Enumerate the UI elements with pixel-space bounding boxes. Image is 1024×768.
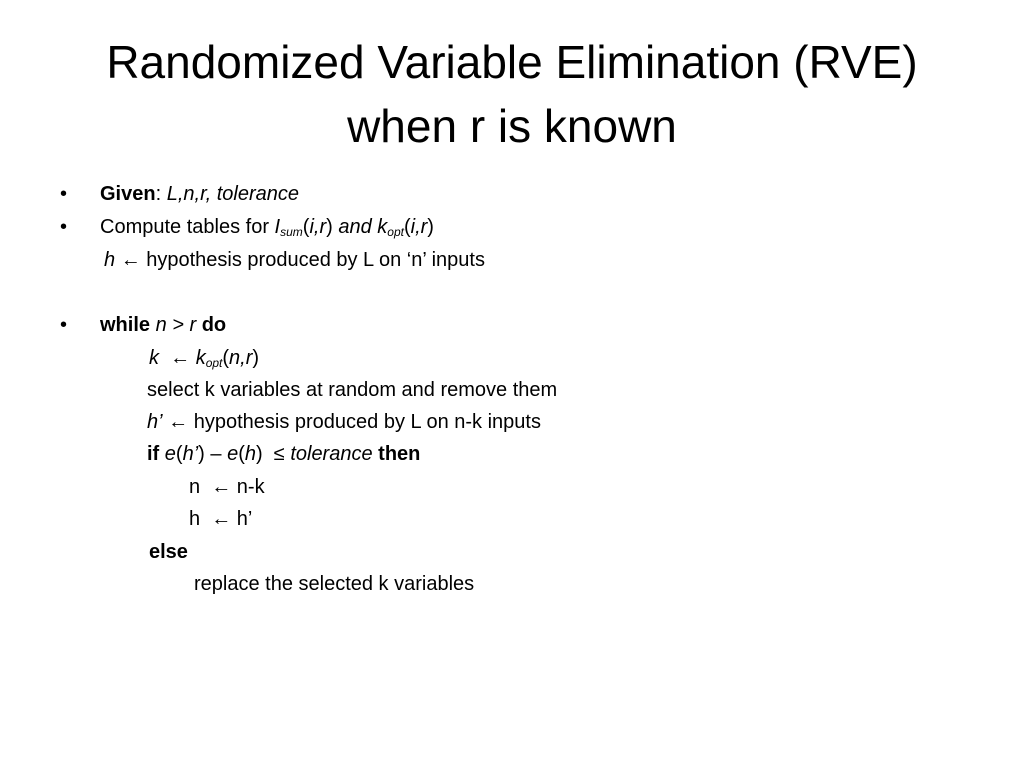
while-condition: n > r	[155, 314, 197, 336]
isum-subscript: sum	[280, 225, 303, 239]
if-line: if e(h’) – e(h) ≤ tolerance then	[147, 443, 421, 465]
cond-e1: e	[164, 443, 176, 465]
h-init-text: hypothesis produced by L on ‘n’ inputs	[140, 249, 485, 271]
k-assign-var: k	[149, 347, 159, 369]
h-init-line	[104, 247, 485, 273]
if-keyword: if	[147, 443, 160, 465]
then-keyword: then	[378, 443, 421, 465]
cond-h2: h	[244, 443, 256, 465]
k-assign-open: (	[222, 347, 230, 369]
hprime-line	[147, 409, 541, 435]
hprime-var: h’	[147, 411, 163, 433]
given-params: L,n,r, tolerance	[166, 183, 300, 205]
hprime-text: hypothesis produced by L on n-k inputs	[188, 411, 541, 433]
kopt-open: (	[403, 216, 411, 238]
else-keyword: else	[149, 541, 188, 563]
cond-le-tolerance: ≤ tolerance	[273, 443, 373, 465]
do-keyword: do	[201, 314, 227, 336]
bullet-marker-while: •	[60, 314, 68, 336]
given-line	[100, 181, 299, 207]
given-colon: :	[155, 183, 162, 205]
kopt-symbol: k	[377, 216, 388, 238]
isum-close: )	[326, 216, 333, 238]
and-word: and	[332, 216, 378, 238]
cond-h1: h’	[182, 443, 199, 465]
select-line: select k variables at random and remove them	[147, 379, 558, 401]
bullet-marker-compute: •	[60, 216, 68, 238]
compute-text: Compute tables for	[100, 216, 275, 238]
bullet-marker-given: •	[60, 183, 68, 205]
while-line	[100, 312, 226, 338]
hprime-arrow: ←	[168, 411, 189, 433]
h-assign-line: h ← h’	[189, 508, 253, 530]
cond-e2: e	[227, 443, 239, 465]
isum-open: (	[302, 216, 310, 238]
h-init-var: h	[104, 249, 116, 271]
while-keyword: while	[100, 314, 151, 336]
k-assign-line	[149, 345, 259, 371]
h-init-arrow: ←	[120, 249, 141, 271]
kopt-args: i,r	[410, 216, 428, 238]
kopt-subscript: opt	[387, 225, 404, 239]
slide-title	[0, 30, 1024, 158]
k-assign-arrow: ←	[170, 347, 191, 369]
title-line-1: Randomized Variable Elimination (RVE)	[106, 36, 918, 88]
k-assign-args: n,r	[229, 347, 253, 369]
k-assign-subscript: opt	[205, 356, 223, 370]
k-assign-close: )	[252, 347, 260, 369]
kopt-close: )	[427, 216, 434, 238]
compute-line	[100, 214, 434, 240]
isum-args: i,r	[309, 216, 327, 238]
given-label: Given	[100, 183, 156, 205]
replace-line: replace the selected k variables	[194, 573, 475, 595]
isum-symbol: I	[274, 216, 281, 238]
cond-minus: –	[204, 443, 228, 465]
k-assign-fn: k	[195, 347, 206, 369]
title-line-2: when r is known	[347, 100, 677, 152]
n-assign-line: n ← n-k	[189, 476, 265, 498]
